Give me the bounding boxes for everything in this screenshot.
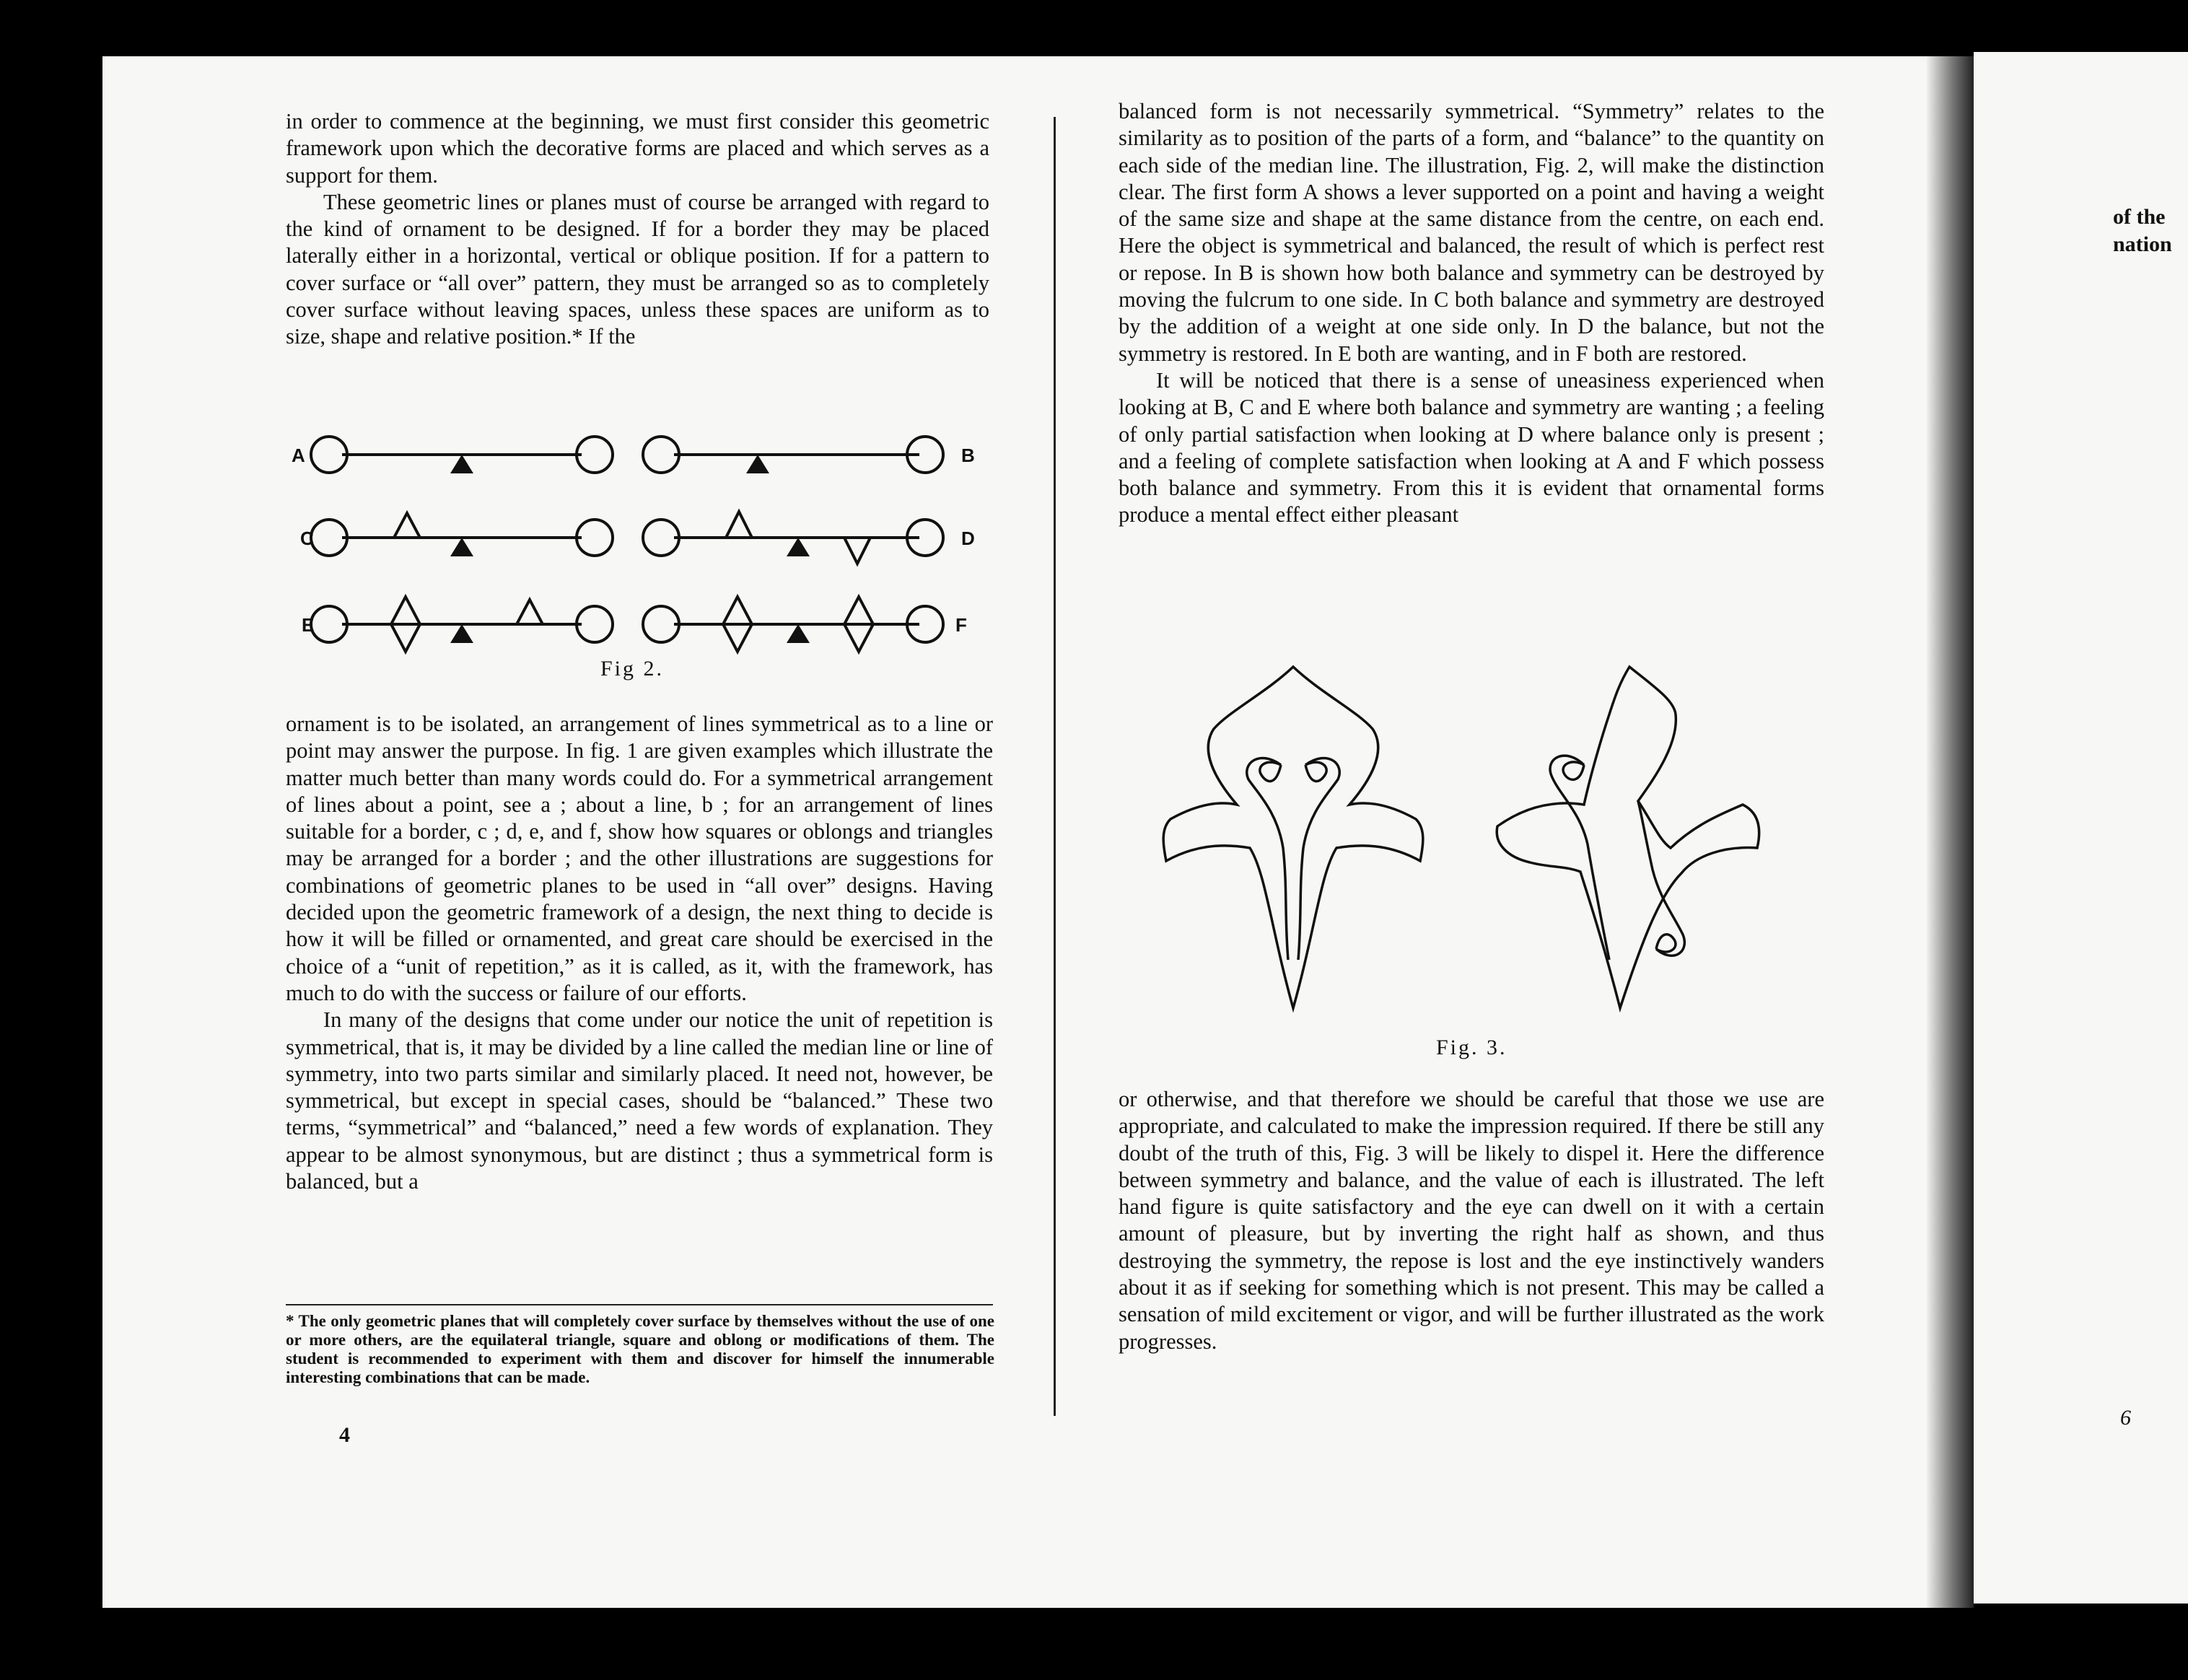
symmetric-ornament: [1163, 667, 1423, 1008]
paragraph: These geometric lines or planes must of course be arranged with regard to the kind of ornament to be designed. If for a border they may be placed laterally either in a horizontal, vertical or oblique position. If for a pattern to cover surface or “all over” pattern, they must be arranged so as to completely cover surface without leaving spaces, unless these spaces are uniform as to size, shape and relative position.* If the: [286, 189, 989, 349]
diagram-d: [643, 512, 943, 564]
label-d: D: [961, 528, 975, 549]
column-divider: [1054, 117, 1056, 1416]
page-fold-shadow: [1927, 56, 1974, 1608]
label-f: F: [955, 614, 967, 636]
text-line: of the: [2113, 205, 2166, 229]
text-line: nation: [2113, 232, 2172, 256]
label-a: A: [292, 445, 305, 466]
footnote: * The only geometric planes that will completely cover surface by themselves without the use of one or more others, are the equilateral triangle, square and oblong or modifications of them. The student is recommended to experiment with them and discover for himself the innumerable interesting combinations that can be made.: [286, 1312, 994, 1386]
right-text-bottom: [1119, 1086, 1824, 1355]
right-text-top: [1119, 98, 1824, 529]
adjacent-page-number: 6: [2120, 1406, 2131, 1430]
diagram-a: [311, 437, 613, 473]
label-e: E: [302, 614, 315, 636]
paragraph: or otherwise, and that therefore we should be careful that those we use are appropriate, and calculated to make the impression required. If there be still any doubt of the truth of this, Fig. 3 will be likely to dispel it. Here the difference between symmetry and balance, and the value of each is illustrated. The left hand figure is quite satisfactory and the eye can dwell on it with a certain amount of pleasure, but by inverting the right half as shown, and thus destroying the symmetry, the repose is lost and the eye instinctively wanders about it as if seeking for something which is not present. This may be called a sensation of mild excitement or vigor, and will be further illustrated as the work progresses.: [1119, 1087, 1824, 1354]
label-b: B: [961, 445, 975, 466]
diagram-f: [643, 597, 943, 652]
paragraph: ornament is to be isolated, an arrangement of lines symmetrical as to a line or point may answer the purpose. In fig. 1 are given examples which illustrate the matter much better than many words could do. For a symmetrical arrangement of lines about a point, see a ; about a line, b ; for an arrangement of lines suitable for a border, c ; d, e, and f, show how squares or oblongs and triangles may be arranged for a border ; and the other illustrations are suggestions for combinations of geometric planes to be used in “all over” designs. Having decided upon the geometric framework of a design, the next thing to decide is how it will be filled or ornamented, and great care should be exercised in the choice of a “unit of repetition,” as it is called, as it, with the framework, has much to do with the success or failure of our efforts.: [286, 712, 993, 1005]
figure-2-caption: Fig 2.: [600, 657, 665, 681]
paragraph: It will be noticed that there is a sense of uneasiness experienced when looking at B, C and E where both balance and symmetry are wanting ; a feeling of only partial satisfaction when looking at D where balance only is present ; and a feeling of complete satisfaction when looking at A and F which possess both balance and symmetry. From this it is evident that ornamental forms produce a mental effect either pleasant: [1119, 367, 1824, 528]
page-number: 4: [339, 1423, 350, 1447]
paragraph: balanced form is not necessarily symmetrical. “Symmetry” relates to the similarity as to position of the parts of a form, and “balance” to the quantity on each side of the median line. The illustration, Fig. 2, will make the distinction clear. The first form A shows a lever supported on a point and having a weight of the same size and shape at the same distance from the centre, on each end. Here the object is symmetrical and balanced, the result of which is perfect rest or repose. In B is shown how both balance and symmetry can be destroyed by moving the fulcrum to one side. In C both balance and symmetry are destroyed by the addition of a weight at one side only. In D the balance, but not the symmetry is restored. In E both are wanting, and in F both are restored.: [1119, 99, 1824, 366]
balanced-ornament: [1497, 667, 1759, 1008]
diagram-e: [311, 597, 613, 652]
figure-2-diagram: [286, 419, 993, 649]
label-c: C: [300, 528, 314, 549]
footnote-rule: [286, 1304, 993, 1305]
figure-3-ornaments: [1104, 657, 1826, 1032]
paragraph: in order to commence at the beginning, we must first consider this geometric framework upon which the decorative forms are placed and which serves as a support for them.: [286, 109, 989, 188]
paragraph: In many of the designs that come under our notice the unit of repetition is symmetrical, that is, it may be divided by a line called the median line or line of symmetry, into two parts similar and similarly placed. It need not, however, be symmetrical, but except in special cases, should be “balanced.” These two terms, “symmetrical” and “balanced,” need a few words of explanation. They appear to be almost synonymous, but are distinct ; thus a symmetrical form is balanced, but a: [286, 1007, 993, 1194]
adjacent-page-edge: [1974, 52, 2188, 1604]
left-text-top: [286, 108, 989, 351]
diagram-c: [311, 513, 613, 556]
adjacent-page-text: [2113, 204, 2172, 258]
left-text-bottom: [286, 711, 993, 1195]
diagram-b: [643, 437, 943, 473]
figure-3-caption: Fig. 3.: [1436, 1036, 1507, 1059]
